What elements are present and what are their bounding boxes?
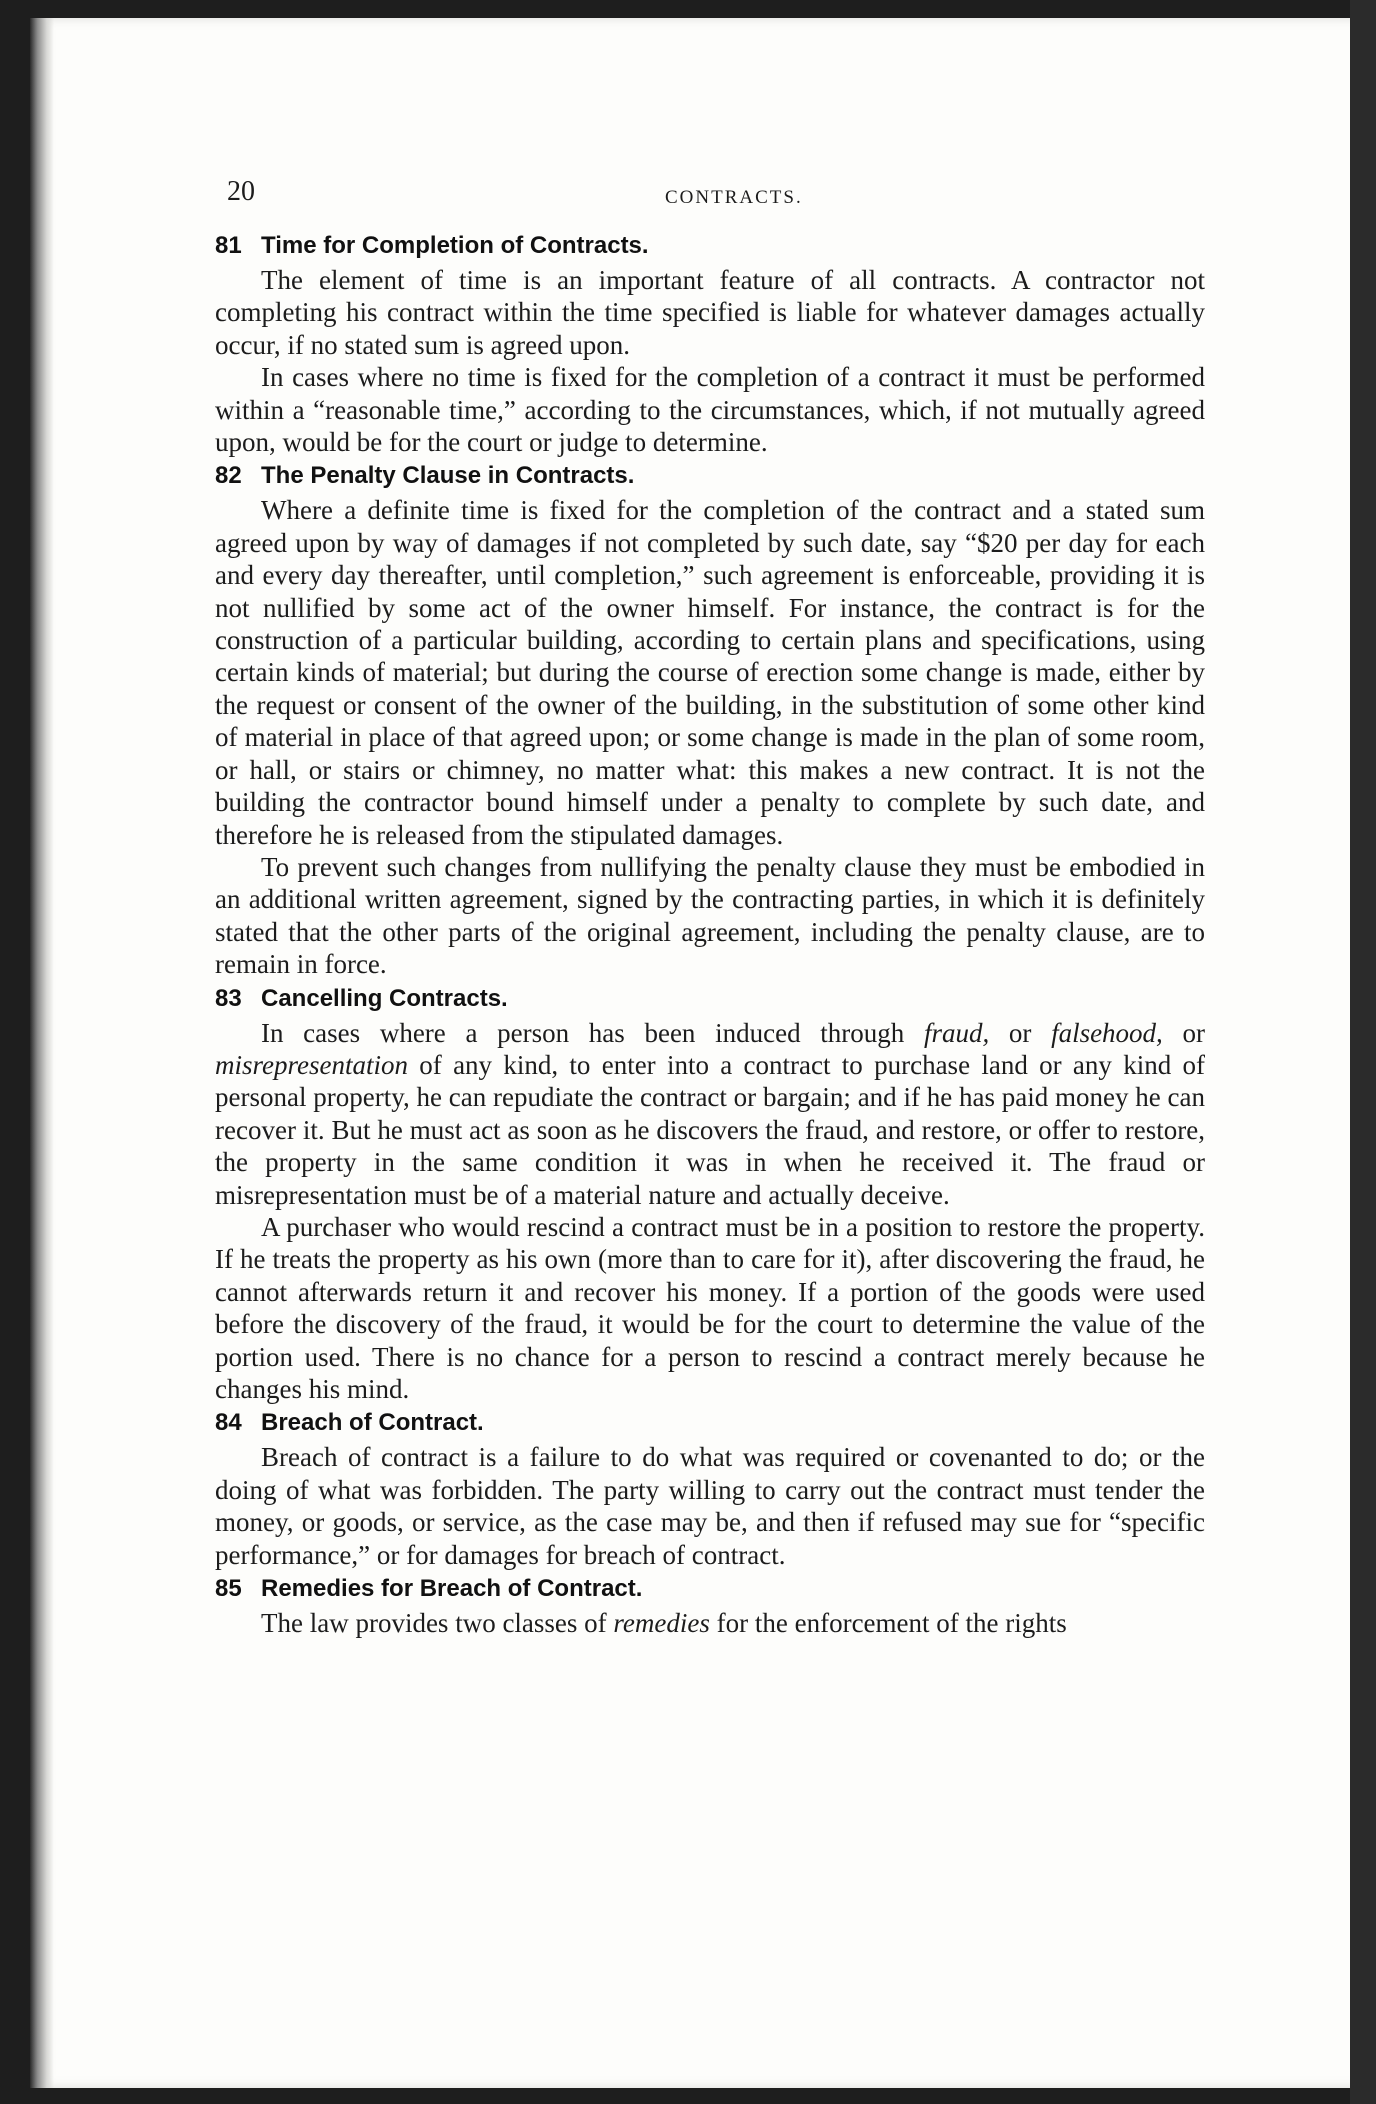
paragraph: A purchaser who would rescind a contract must be in a position to restore the property. If he treats the property as his own (more than to care for it), after discovering the fraud, he cannot afterwards return it and recover his money. If a portion of the goods were used before the discovery of the fraud, it would be for the court to determine the value of the portion used. There is no chance for a person to rescind a contract merely because he changes his mind. <box>215 1211 1205 1404</box>
page-content <box>215 176 1205 1639</box>
paragraph: To prevent such changes from nullifying the penalty clause they must be embodied in an additional written agreement, signed by the contracting parties, in which it is definitely stated that the other parts of the original agreement, including the penalty clause, are to remain in force. <box>215 851 1205 980</box>
paragraph: In cases where no time is fixed for the completion of a contract it must be performed within a “reasonable time,” according to the circumstances, which, if not mutually agreed upon, would be for the court or judge to determine. <box>215 362 1205 458</box>
running-head <box>215 176 1205 228</box>
scan-edge <box>1350 0 1376 2104</box>
page-binding-shadow <box>30 18 54 2088</box>
section-heading <box>215 228 1205 264</box>
emphasis: misrepresentation <box>215 1049 408 1080</box>
section-title: Breach of Contract. <box>261 1409 484 1437</box>
section-title: The Penalty Clause in Contracts. <box>261 462 635 490</box>
running-title: CONTRACTS. <box>665 187 803 208</box>
paragraph: The element of time is an important feature of all contracts. A contractor not completing his contract within the time specified is liable for whatever damages actually occur, if no stated sum is agreed upon. <box>215 265 1205 360</box>
section-number: 84 <box>215 1409 242 1437</box>
paragraph: In cases where a person has been induced through fraud, or falsehood, or misrepresentation of any kind, to enter into a contract to purchase land or any kind of personal property, he can repudiate the contract or bargain; and if he has paid money he can recover it. But he must act as soon as he discovers the fraud, and restore, or offer to restore, the property in the same condition it was in when he received it. The fraud or misrepresentation must be of a material nature and actually deceive. <box>215 1017 1205 1210</box>
section-heading <box>215 981 1205 1017</box>
section-title: Cancelling Contracts. <box>261 984 508 1012</box>
sections <box>215 228 1205 1639</box>
paragraph: Where a definite time is fixed for the completion of the contract and a stated sum agreed upon by way of damages if not completed by such date, say “$20 per day for each and every day thereafter, until completion,” such agreement is enforceable, providing it is not nullified by some act of the owner himself. For instance, the contract is for the construction of a particular building, according to certain plans and specifications, using certain kinds of material; but during the course of erection some change is made, either by the request or consent of the owner of the building, in the substitution of some other kind of material in place of that agreed upon; or some change is made in the plan of some room, or hall, or stairs or chimney, no matter what: this makes a new contract. It is not the building the contractor bound himself under a penalty to complete by such date, and therefore he is released from the stipulated damages. <box>215 495 1205 850</box>
paragraph: Breach of contract is a failure to do what was required or covenanted to do; or the doing of what was forbidden. The party willing to carry out the contract must tender the money, or goods, or service, as the case may be, and then if refused may sue for “specific performance,” or for damages for breach of contract. <box>215 1442 1205 1570</box>
section-heading <box>215 458 1205 494</box>
section-title: Remedies for Breach of Contract. <box>261 1575 643 1603</box>
section-number: 81 <box>215 232 242 259</box>
section-heading <box>215 1405 1205 1441</box>
section-title: Time for Completion of Contracts. <box>261 232 649 259</box>
page-number: 20 <box>227 176 255 207</box>
emphasis: remedies <box>613 1608 710 1639</box>
section-number: 83 <box>215 984 242 1012</box>
section-heading <box>215 1571 1205 1607</box>
section-number: 82 <box>215 462 242 490</box>
paragraph: The law provides two classes of remedies for the enforcement of the rights <box>261 1608 1067 1639</box>
section-number: 85 <box>215 1575 242 1603</box>
emphasis: falsehood, <box>1051 1017 1163 1048</box>
emphasis: fraud, <box>923 1017 990 1048</box>
